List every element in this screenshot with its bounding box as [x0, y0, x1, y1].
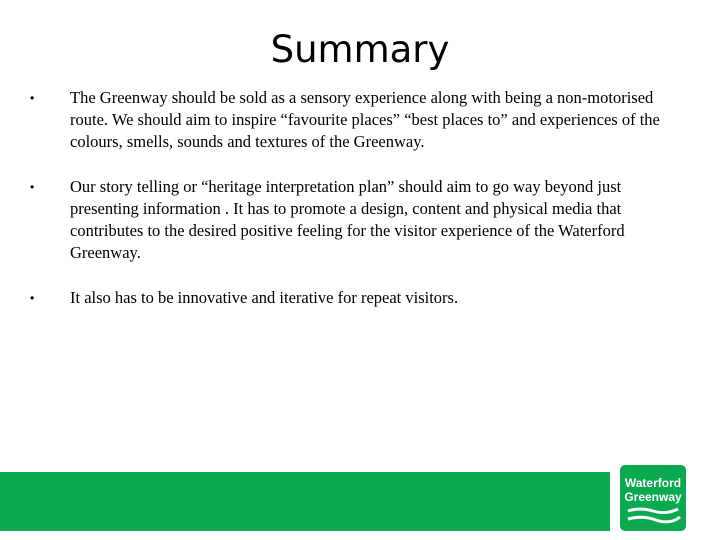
logo-text-line2: Greenway — [624, 490, 682, 504]
bullet-text: It also has to be innovative and iterative for repeat visitors. — [70, 288, 459, 307]
slide-title: Summary — [270, 28, 450, 71]
bullet-marker: • — [30, 291, 35, 305]
bullet-marker: • — [30, 91, 35, 105]
bullet-marker: • — [30, 180, 35, 194]
bullet-item — [30, 287, 680, 309]
bullet-item — [30, 87, 680, 153]
waterford-greenway-logo — [620, 465, 686, 531]
bullet-text: The Greenway should be sold as a sensory experience along with being a non-motorised route. We should aim to inspire “favourite places” “best places to” and experiences of the colours, smells, sounds and textures of the Greenway. — [70, 88, 660, 151]
footer-green-band — [0, 472, 610, 531]
bullet-item — [30, 176, 680, 264]
logo-text-line1: Waterford — [624, 476, 682, 490]
bullet-text: Our story telling or “heritage interpretation plan” should aim to go way beyond just presenting information . It has to promote a design, content and physical media that contributes to the desired positive feeling for the visitor experience of the Waterford Greenway. — [70, 177, 625, 262]
bullet-list — [30, 87, 680, 332]
footer-divider — [610, 472, 618, 531]
